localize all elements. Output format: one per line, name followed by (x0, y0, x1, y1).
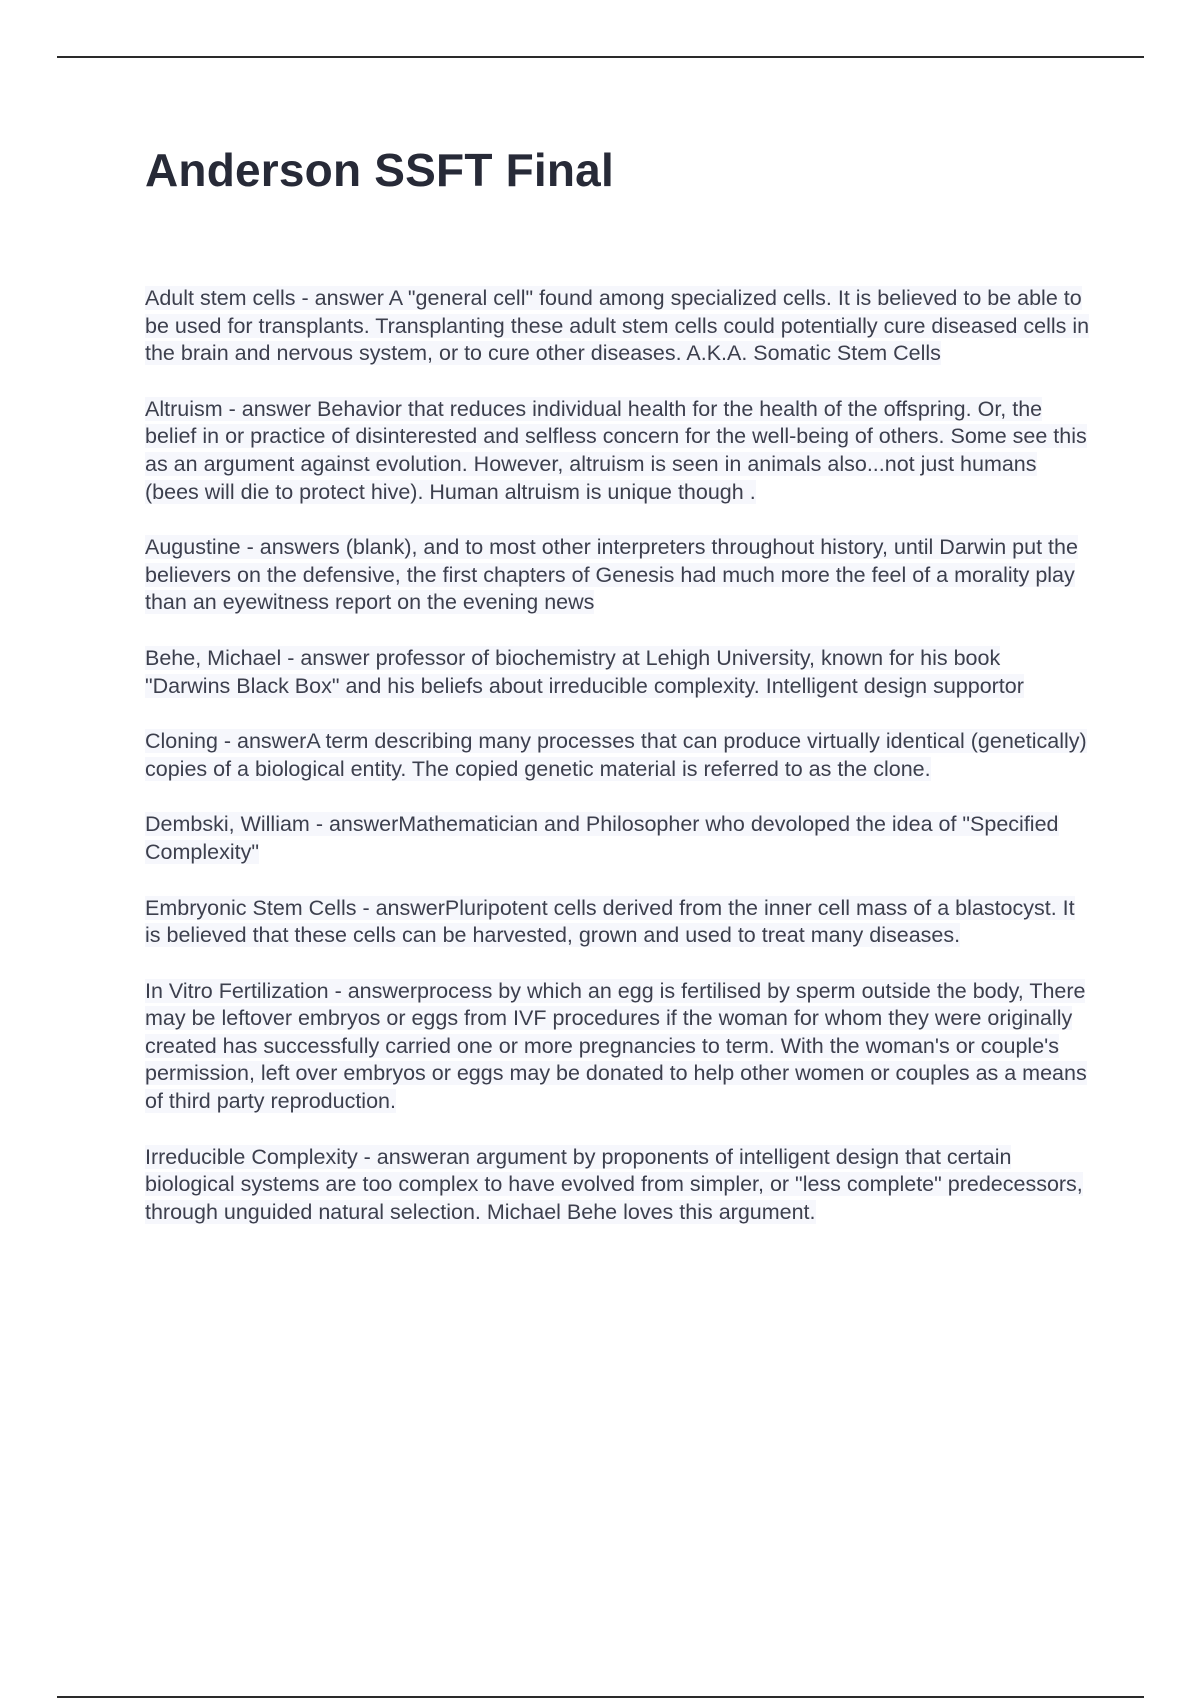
entry-dembski-william (145, 811, 1090, 866)
entry-in-vitro-fertilization (145, 978, 1090, 1116)
entry-irreducible-complexity (145, 1144, 1090, 1227)
bottom-rule (57, 1696, 1144, 1698)
entry-cloning (145, 728, 1090, 783)
flashcard-list (145, 285, 1090, 1254)
entry-text: Adult stem cells - answer A "general cell" found among specialized cells. It is believed to be able to be used for transplants. Transplanting these adult stem cells could potentially cure diseased cells in the brain and nervous system, or to cure other diseases. A.K.A. Somatic Stem Cells (145, 286, 1090, 366)
entry-embryonic-stem-cells (145, 895, 1090, 950)
page-title: Anderson SSFT Final (145, 144, 614, 196)
entry-altruism (145, 396, 1090, 506)
entry-augustine (145, 534, 1090, 617)
entry-text: Augustine - answers (blank), and to most other interpreters throughout history, until Darwin put the believers on the defensive, the first chapters of Genesis had much more the feel of a morality play than an eyewitness report on the evening news (145, 535, 1078, 615)
entry-text: Irreducible Complexity - answeran argument by proponents of intelligent design that certain biological systems are too complex to have evolved from simpler, or "less complete" predecessors, through unguided natural selection. Michael Behe loves this argument. (145, 1144, 1083, 1224)
top-rule (57, 56, 1144, 58)
entry-text: Cloning - answerA term describing many processes that can produce virtually identical (genetically) copies of a biological entity. The copied genetic material is referred to as the clone. (145, 729, 1087, 781)
entry-text: Dembski, William - answerMathematician and Philosopher who devoloped the idea of "Specified Complexity" (145, 812, 1059, 864)
entry-behe-michael (145, 645, 1090, 700)
entry-text: In Vitro Fertilization - answerprocess by which an egg is fertilised by sperm outside the body, There may be leftover embryos or eggs from IVF procedures if the woman for whom they were originally created has successfully carried one or more pregnancies to term. With the woman's or couple's permission, left over embryos or eggs may be donated to help other women or couples as a means of third party reproduction. (145, 978, 1087, 1114)
entry-text: Altruism - answer Behavior that reduces individual health for the health of the offspring. Or, the belief in or practice of disinterested and selfless concern for the well-being of others. Some see this as an argument against evolution. However, altruism is seen in animals also...not just humans (bees will die to protect hive). Human altruism is unique though . (145, 396, 1087, 504)
entry-text: Embryonic Stem Cells - answerPluripotent cells derived from the inner cell mass of a blastocyst. It is believed that these cells can be harvested, grown and used to treat many diseases. (145, 895, 1075, 948)
entry-text: Behe, Michael - answer professor of biochemistry at Lehigh University, known for his book "Darwins Black Box" and his beliefs about irreducible complexity. Intelligent design supportor (145, 645, 1024, 698)
entry-adult-stem-cells (145, 285, 1090, 368)
